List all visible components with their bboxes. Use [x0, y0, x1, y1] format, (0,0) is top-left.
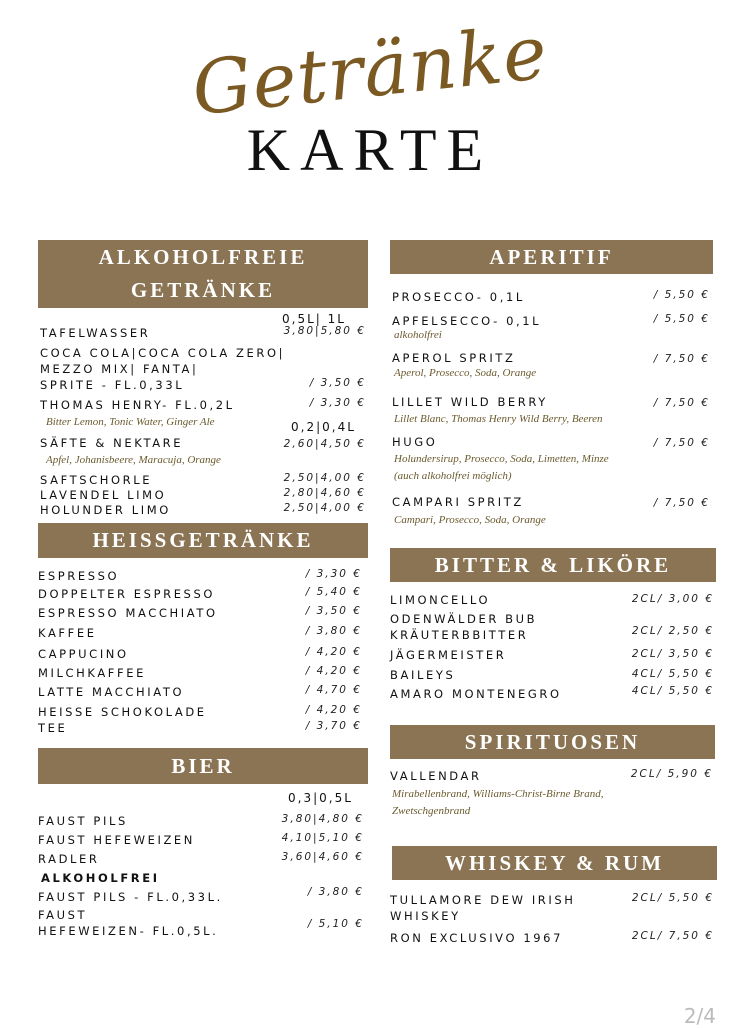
item-name: ESPRESSO	[38, 569, 120, 583]
title-script: Getränke	[188, 9, 552, 133]
item-name: VALLENDAR	[390, 769, 482, 783]
item-price: / 7,50 €	[653, 397, 710, 409]
item-name: MEZZO MIX| FANTA|	[40, 362, 199, 376]
item-name: FAUST PILS - FL.0,33L.	[38, 890, 223, 904]
item-name: ODENWÄLDER BUB	[390, 612, 538, 626]
section-header-text: BIER	[171, 753, 235, 778]
item-price: 4,10|5,10 €	[281, 832, 364, 844]
section-header-text: APERITIF	[489, 244, 614, 269]
item-name: THOMAS HENRY- FL.0,2L	[40, 398, 235, 412]
item-name: CAPPUCINO	[38, 647, 129, 661]
item-description: Lillet Blanc, Thomas Henry Wild Berry, Beeren	[394, 413, 603, 425]
section-header-text: GETRÄNKE	[130, 278, 276, 302]
section-header-alkoholfrei	[38, 240, 368, 308]
item-name: WHISKEY	[390, 909, 461, 923]
section-header-whiskey	[392, 846, 717, 880]
item-price: / 3,30 €	[305, 568, 362, 580]
item-price: 2,50|4,00 €	[283, 472, 366, 484]
item-price: / 4,70 €	[305, 684, 362, 696]
item-price: / 5,10 €	[307, 918, 364, 930]
item-name: FAUST HEFEWEIZEN	[38, 833, 195, 847]
item-price: / 3,50 €	[309, 377, 366, 389]
item-name: LIMONCELLO	[390, 593, 491, 607]
item-name: CAMPARI SPRITZ	[392, 495, 524, 509]
item-price: / 3,50 €	[305, 605, 362, 617]
section-header-aperitif	[390, 240, 713, 274]
item-price: / 4,20 €	[305, 646, 362, 658]
item-price: 3,80|4,80 €	[281, 813, 364, 825]
item-price: / 7,50 €	[653, 353, 710, 365]
item-name: PROSECCO- 0,1L	[392, 290, 525, 304]
item-name: MILCHKAFFEE	[38, 666, 146, 680]
item-price: 2CL/ 5,50 €	[631, 892, 714, 904]
item-description: Bitter Lemon, Tonic Water, Ginger Ale	[46, 416, 215, 428]
item-price: 3,60|4,60 €	[281, 851, 364, 863]
item-name: KRÄUTERBBITTER	[390, 628, 529, 642]
item-name: DOPPELTER ESPRESSO	[38, 587, 216, 601]
item-name: HOLUNDER LIMO	[40, 503, 171, 517]
section-header-spirituosen	[390, 725, 715, 759]
item-name: TULLAMORE DEW IRISH	[390, 893, 576, 907]
item-price: / 4,20 €	[305, 665, 362, 677]
item-price: 2,60|4,50 €	[283, 438, 366, 450]
section-header-text: WHISKEY & RUM	[444, 850, 665, 875]
section-header-text: ALKOHOLFREIE	[98, 245, 308, 269]
item-name: JÄGERMEISTER	[390, 648, 507, 662]
item-description: Aperol, Prosecco, Soda, Orange	[394, 367, 537, 379]
item-name: RON EXCLUSIVO 1967	[390, 931, 564, 945]
item-name: HEISSE SCHOKOLADE	[38, 705, 207, 719]
item-price: 2,50|4,00 €	[283, 502, 366, 514]
item-price: / 3,30 €	[309, 397, 366, 409]
item-name: FAUST PILS	[38, 814, 128, 828]
item-price: 2CL/ 3,00 €	[631, 593, 714, 605]
item-price: / 7,50 €	[653, 437, 710, 449]
section-header-text: SPIRITUOSEN	[464, 729, 641, 754]
size-label: 0,3|0,5L	[288, 791, 353, 805]
item-name: ESPRESSO MACCHIATO	[38, 606, 218, 620]
item-price: / 3,70 €	[305, 720, 362, 732]
item-price: / 5,40 €	[305, 586, 362, 598]
item-price: / 3,80 €	[307, 886, 364, 898]
size-label: 0,2|0,4L	[291, 420, 356, 434]
item-price: / 7,50 €	[653, 497, 710, 509]
item-description: (auch alkoholfrei möglich)	[394, 470, 512, 482]
item-name: APFELSECCO- 0,1L	[392, 314, 542, 328]
item-price: 4CL/ 5,50 €	[631, 668, 714, 680]
item-name: LATTE MACCHIATO	[38, 685, 185, 699]
section-header-text: HEISSGETRÄNKE	[92, 528, 314, 552]
item-description: Apfel, Johanisbeere, Maracuja, Orange	[46, 454, 221, 466]
size-label: 0,5L| 1L	[282, 312, 346, 326]
item-price: / 3,80 €	[305, 625, 362, 637]
item-name: KAFFEE	[38, 626, 97, 640]
item-description: Holundersirup, Prosecco, Soda, Limetten, Minze	[394, 453, 609, 465]
section-header-bier	[38, 748, 368, 784]
item-name: AMARO MONTENEGRO	[390, 687, 562, 701]
item-price: 4CL/ 5,50 €	[631, 685, 714, 697]
item-name: LILLET WILD BERRY	[392, 395, 548, 409]
item-price: 2,80|4,60 €	[283, 487, 366, 499]
item-price: 2CL/ 3,50 €	[631, 648, 714, 660]
item-price: / 5,50 €	[653, 289, 710, 301]
item-description: Mirabellenbrand, Williams-Christ-Birne Brand,	[392, 788, 604, 800]
item-description: Zwetschgenbrand	[392, 805, 471, 817]
section-header-heiss	[38, 523, 368, 558]
item-name: LAVENDEL LIMO	[40, 488, 167, 502]
item-price: 2CL/ 2,50 €	[631, 625, 714, 637]
item-description: alkoholfrei	[394, 329, 442, 341]
item-name: BAILEYS	[390, 668, 456, 682]
item-name: TEE	[38, 721, 68, 735]
title-main: KARTE	[246, 117, 494, 183]
item-name: SPRITE - FL.0,33L	[40, 378, 185, 392]
item-name: TAFELWASSER	[40, 326, 151, 340]
item-name: FAUST	[38, 908, 88, 922]
section-header-bitter	[390, 548, 716, 582]
item-price: 2CL/ 5,90 €	[630, 768, 713, 780]
item-description: Campari, Prosecco, Soda, Orange	[394, 514, 546, 526]
item-name: RADLER	[38, 852, 100, 866]
section-header-text: BITTER & LIKÖRE	[434, 552, 672, 577]
item-name: SÄFTE & NEKTARE	[40, 436, 184, 450]
item-name: HEFEWEIZEN- FL.0,5L.	[38, 924, 219, 938]
page-indicator: 2/4	[683, 1004, 716, 1028]
item-name: COCA COLA|COCA COLA ZERO|	[40, 346, 286, 360]
item-name: ALKOHOLFREI	[41, 871, 160, 885]
item-price: / 4,20 €	[305, 704, 362, 716]
item-name: HUGO	[392, 435, 438, 449]
item-price: 2CL/ 7,50 €	[631, 930, 714, 942]
item-price: / 5,50 €	[653, 313, 710, 325]
item-name: SAFTSCHORLE	[40, 473, 153, 487]
item-name: APEROL SPRITZ	[392, 351, 516, 365]
item-price: 3,80|5,80 €	[283, 325, 366, 337]
